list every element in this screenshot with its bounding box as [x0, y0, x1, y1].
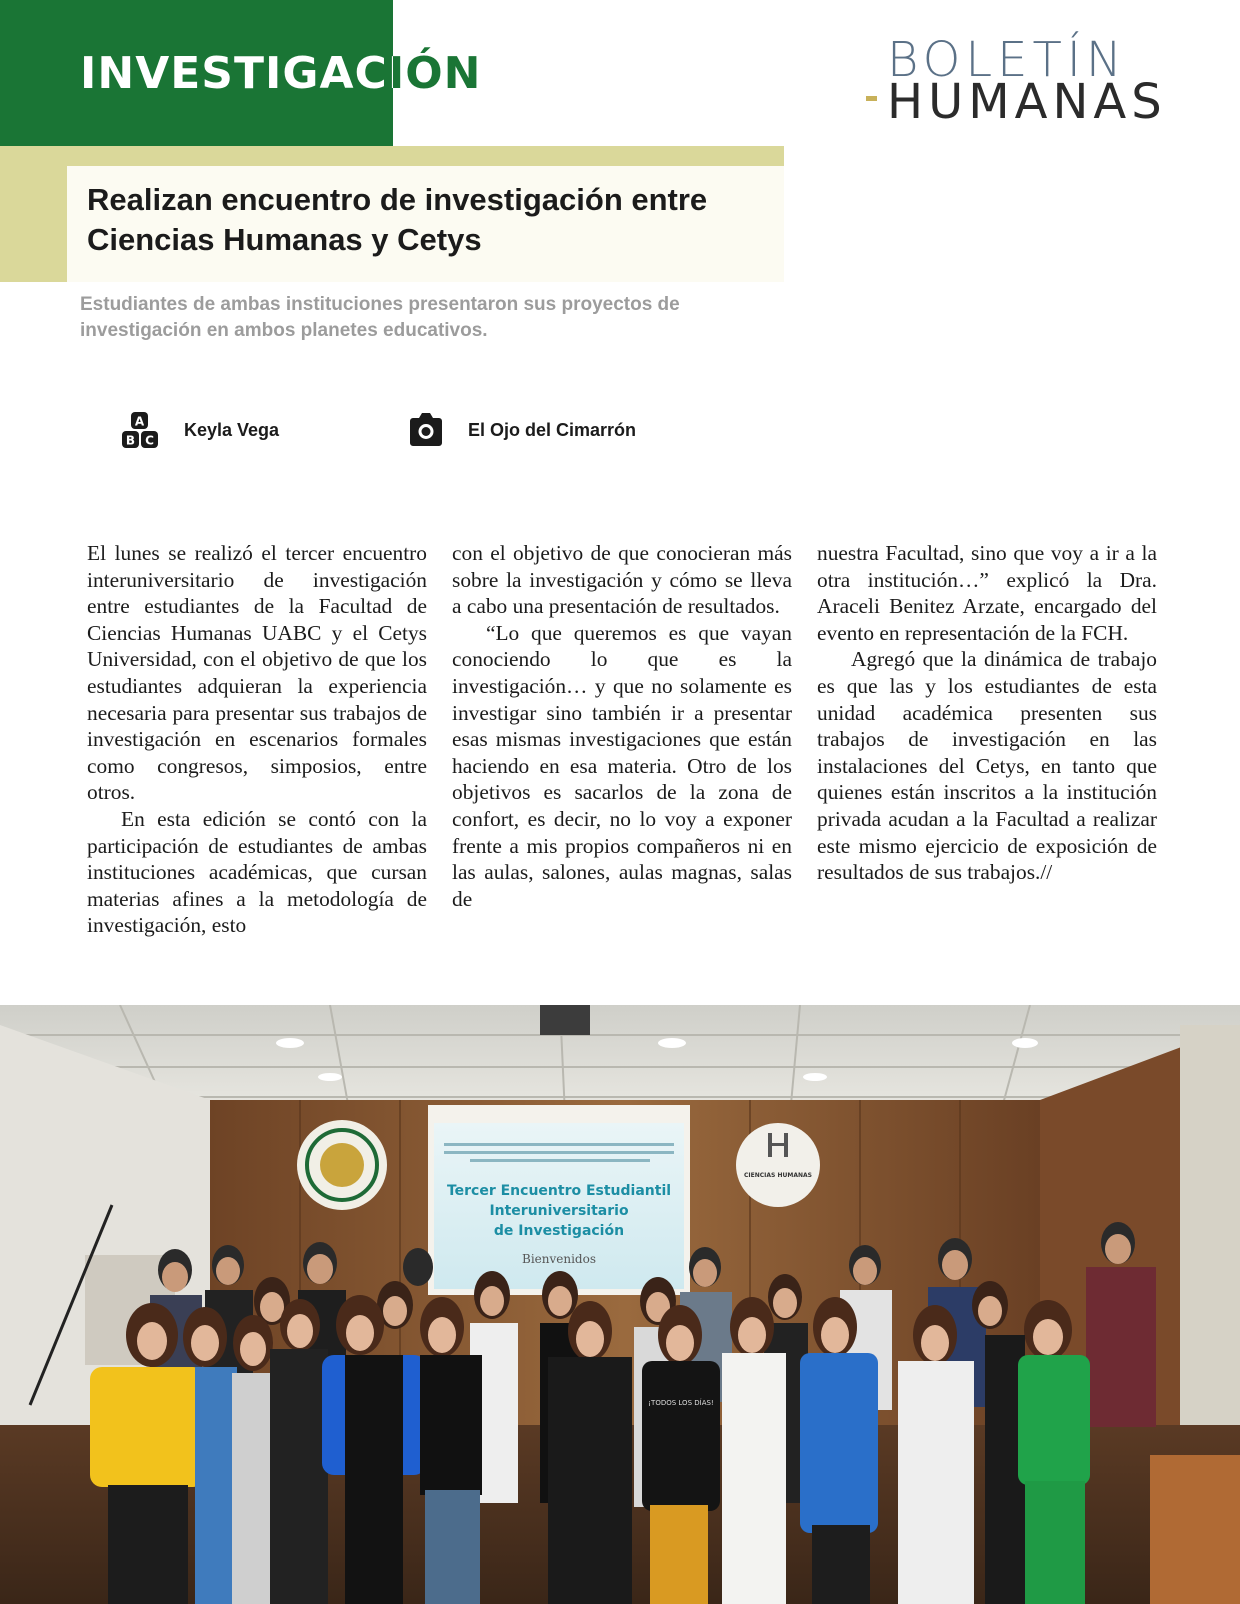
photo-credit-byline: [408, 410, 728, 452]
column-1: [87, 540, 427, 975]
paragraph: nuestra Facultad, sino que voy a ir a la otra institución…” explicó la Dra. Araceli Benitez Arzate, encargado del evento en representación de la FCH.: [817, 541, 1157, 645]
wall-logo-text: CIENCIAS HUMANAS: [744, 1172, 812, 1179]
screen-title-2: Interuniversitario: [489, 1203, 629, 1219]
svg-text:A: A: [134, 414, 145, 429]
screen-title-1: Tercer Encuentro Estudiantil: [446, 1183, 672, 1199]
article-headline: Realizan encuentro de investigación entre Ciencias Humanas y Cetys: [87, 182, 708, 257]
projection-screen: [428, 1105, 690, 1295]
projector: [540, 1005, 590, 1035]
article-subtitle: Estudiantes de ambas instituciones presentaron sus proyectos de investigación en ambos planetes educativos.: [80, 294, 680, 341]
screen-title-3: de Investigación: [493, 1223, 625, 1239]
boletin-humanas-logo: [862, 32, 1182, 130]
paragraph: Agregó que la dinámica de trabajo es que las y los estudiantes de esta unidad académica presenten sus trabajos de investigación en las instalaciones del Cetys, en tanto que quienes están inscritos a la institución privada acudan a la Facultad a realizar este mismo ejercicio de exposición de resultados de sus trabajos.//: [817, 647, 1157, 885]
column-2: [452, 540, 792, 975]
section-title: INVESTIGACIÓN: [80, 46, 481, 102]
column-3: [817, 540, 1157, 975]
author-byline: [120, 410, 360, 452]
paragraph: El lunes se realizó el tercer encuentro interuniversitario de investigación entre estudiantes de la Facultad de Ciencias Humanas UABC y el Cetys Universidad, con el objetivo de que los estudiantes adquieran la experiencia necesaria para presentar sus trabajos de investigación en escenarios formales como congresos, simposios, entre otros.: [87, 541, 427, 805]
camera-icon: [408, 410, 444, 450]
screen-welcome: Bienvenidos: [522, 1252, 596, 1266]
paragraph: “Lo que queremos es que vayan conociendo lo que es la investigación… y que no solamente es investigar sino también ir a presentar esas mismas investigaciones que están haciendo en esa materia. Otro de los objetivos es sacarlos de la zona de confort, es decir, no lo voy a exponer frente a mis propios compañeros ni en las aulas, salones, aulas magnas, salas de: [452, 620, 792, 911]
logo-top-word: BOLETÍN: [887, 32, 1127, 88]
shirt-text: ¡TODOS LOS DÍAS!: [648, 1399, 714, 1407]
uabc-seal: [297, 1120, 387, 1210]
logo-dot: [866, 96, 877, 101]
logo-bottom-word: HUMANAS: [887, 74, 1167, 130]
svg-text:C: C: [145, 433, 154, 448]
event-photo: [0, 1005, 1240, 1604]
paragraph: con el objetivo de que conocieran más sobre la investigación y cómo se lleva a cabo una presentación de resultados.: [452, 541, 792, 619]
paragraph: En esta edición se contó con la participación de estudiantes de ambas instituciones académicas, que cursan materias afines a la metodología de investigación, esto: [87, 806, 427, 938]
photo-credit: El Ojo del Cimarrón: [468, 420, 637, 440]
headline-box: [67, 166, 784, 282]
abc-blocks-icon: [120, 410, 160, 450]
article-body: [87, 540, 1157, 975]
author-name: Keyla Vega: [184, 420, 280, 440]
svg-text:B: B: [125, 433, 136, 448]
ciencias-humanas-wall-logo: [736, 1123, 820, 1207]
